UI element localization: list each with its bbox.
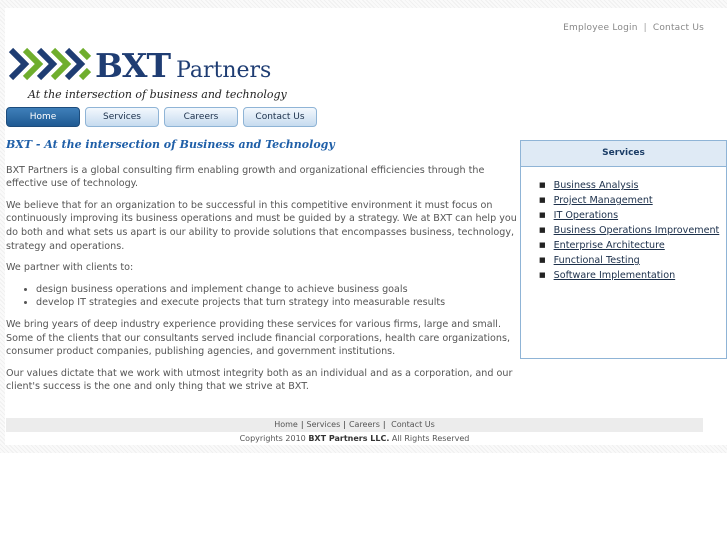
partner-list xyxy=(6,283,519,310)
service-item xyxy=(539,193,726,208)
footer-separator: | xyxy=(382,420,386,429)
service-item xyxy=(539,178,726,193)
intro-paragraph: BXT Partners is a global consulting firm enabling growth and organizational efficiencies through the effective use of technology. xyxy=(6,164,485,190)
service-link-business-analysis[interactable]: Business Analysis xyxy=(553,180,639,191)
service-link-enterprise-architecture[interactable]: Enterprise Architecture xyxy=(553,240,665,251)
service-link-business-operations-improvement[interactable]: Business Operations Improvement xyxy=(553,225,720,236)
footer-nav xyxy=(6,418,703,432)
services-sidebar xyxy=(520,140,727,359)
footer-contact-us-link[interactable]: Contact Us xyxy=(391,420,435,429)
nav-home-button[interactable]: Home xyxy=(6,107,80,127)
service-link-software-implementation[interactable]: Software Implementation xyxy=(553,270,676,281)
nav-careers-button[interactable]: Careers xyxy=(164,107,238,127)
logo-wordmark xyxy=(95,46,271,85)
service-item xyxy=(539,268,726,283)
chevron-logo-icon xyxy=(8,46,92,82)
experience-paragraph: We bring years of deep industry experience providing these services for various firms, large and small. Some of the clients that our consultants served include financial corporations, health care organizations, consumer product companies, publishing agencies, and government institutions. xyxy=(6,318,511,358)
service-item xyxy=(539,223,726,238)
footer-careers-link[interactable]: Careers xyxy=(348,420,380,429)
values-paragraph: Our values dictate that we work with utmost integrity both as an individual and as a corporation, and our client's success is the one and only thing that we strive at BXT. xyxy=(6,367,513,393)
partner-intro: We partner with clients to: xyxy=(6,262,134,274)
main-content xyxy=(6,138,519,402)
service-link-project-management[interactable]: Project Management xyxy=(553,195,653,206)
service-link-it-operations[interactable]: IT Operations xyxy=(553,210,619,221)
footer-separator: | xyxy=(343,420,346,429)
list-item: • design business operations and implement change to achieve business goals xyxy=(36,283,519,297)
site-logo[interactable] xyxy=(8,46,287,104)
logo-partners: Partners xyxy=(176,58,272,83)
footer-home-link[interactable]: Home xyxy=(274,420,298,429)
list-item: • develop IT strategies and execute projects that turn strategy into measurable results xyxy=(36,296,519,310)
logo-tagline: At the intersection of business and technology xyxy=(28,88,287,101)
copyright-company: BXT Partners LLC. xyxy=(308,434,390,443)
contact-us-link[interactable]: Contact Us xyxy=(652,23,704,33)
footer-separator: | xyxy=(300,420,304,429)
service-link-functional-testing[interactable]: Functional Testing xyxy=(553,255,640,266)
services-list xyxy=(521,178,726,283)
service-item xyxy=(539,253,726,268)
copyright-prefix: Copyrights 2010 xyxy=(239,434,306,443)
footer-services-link[interactable]: Services xyxy=(306,420,341,429)
top-links xyxy=(563,23,704,33)
nav-contact-us-button[interactable]: Contact Us xyxy=(243,107,317,127)
copyright xyxy=(6,434,703,443)
page-container xyxy=(5,8,727,445)
top-links-separator: | xyxy=(643,23,647,33)
nav-services-button[interactable]: Services xyxy=(85,107,159,127)
main-nav xyxy=(6,107,317,127)
page-title: BXT - At the intersection of Business and Technology xyxy=(6,138,335,151)
service-item xyxy=(539,208,726,223)
logo-bxt: BXT xyxy=(95,46,171,85)
copyright-suffix: All Rights Reserved xyxy=(391,434,470,443)
service-item xyxy=(539,238,726,253)
employee-login-link[interactable]: Employee Login xyxy=(563,23,638,33)
sidebar-title: Services xyxy=(521,141,726,167)
strategy-paragraph: We believe that for an organization to be successful in this competitive environment it must focus on continuously improving its business operations and must be guided by a strategy. We at BXT can help you do both and what sets us apart is our ability to provide solutions that encompasses business, technology, strategy and operations. xyxy=(6,199,517,252)
